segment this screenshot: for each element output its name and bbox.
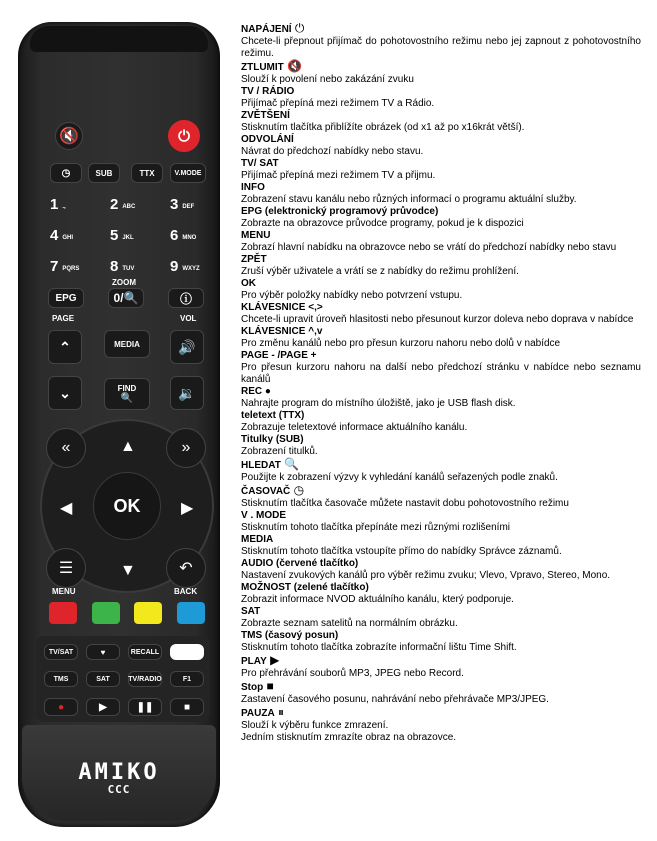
entry-icon: ▶ xyxy=(266,653,280,667)
num-9-button xyxy=(164,256,214,276)
num-5-digit: 5 xyxy=(110,226,119,244)
entry-title-text: AUDIO (červené tlačítko) xyxy=(241,558,359,569)
num-9-digit: 9 xyxy=(170,257,179,275)
num-1-letters: ., xyxy=(62,204,66,210)
entry-description: Slouží k povolení nebo zakázání zvuku xyxy=(241,74,414,85)
entry-title-text: TV/ SAT xyxy=(241,158,279,169)
entry-title xyxy=(241,278,641,290)
white-button xyxy=(170,644,204,660)
entry-title-text: TMS (časový posun) xyxy=(241,630,339,641)
entry-title xyxy=(241,206,641,218)
back-label: BACK xyxy=(174,587,198,596)
entry-title xyxy=(241,606,641,618)
play-icon: ▶ xyxy=(86,698,120,716)
entry-title-text: INFO xyxy=(241,182,265,193)
entry-title-text: HLEDAT xyxy=(241,460,281,471)
entry-description: Návrat do předchozí nabídky nebo stavu. xyxy=(241,146,424,157)
entry-description: Chcete-li upravit úroveň hlasitosti nebo přesunout kurzor doleva nebo doprava v nabídce xyxy=(241,314,634,325)
vmode-button: V.MODE xyxy=(170,163,206,183)
entry-description: Zobrazte na obrazovce průvodce programy, pokud je k dispozici xyxy=(241,218,524,229)
entry-title xyxy=(241,510,641,522)
entry-title-text: EPG (elektronický programový průvodce) xyxy=(241,206,439,217)
num-3-button xyxy=(164,194,214,214)
num-1-button xyxy=(44,194,94,214)
entry-title xyxy=(241,86,641,98)
entry-title xyxy=(241,350,641,362)
entry-description: Zobrazení titulků. xyxy=(241,446,318,457)
entry-title-text: KLÁVESNICE ^,v xyxy=(241,326,323,337)
entry-title xyxy=(241,484,641,498)
num-8-button xyxy=(104,256,154,276)
sat-button: SAT xyxy=(86,671,120,687)
arrow-right-icon: ▶ xyxy=(181,500,194,517)
page-down-icon: ⌄ xyxy=(48,376,82,410)
entry-description: Zobrazit informace NVOD aktuálního kanálu, který podporuje. xyxy=(241,594,514,605)
entry-title xyxy=(241,134,641,146)
num-2-digit: 2 xyxy=(110,195,119,213)
entry-title-text: Titulky (SUB) xyxy=(241,434,304,445)
entry-description: Zobrazí hlavní nabídku na obrazovce nebo se vrátí do předchozí nabídky nebo stavu xyxy=(241,242,617,253)
tms-button: TMS xyxy=(44,671,78,687)
heart-icon: ♥ xyxy=(86,644,120,660)
entry-title xyxy=(241,302,641,314)
entry-title-text: PLAY xyxy=(241,656,267,667)
zoom-icon: 🔍 xyxy=(123,291,139,305)
find-icon: 🔍 xyxy=(120,393,134,404)
entry-title-text: teletext (TTX) xyxy=(241,410,305,421)
entry-title-text: ZVĚTŠENÍ xyxy=(241,110,290,121)
find-button xyxy=(104,378,150,410)
tvsat-button: TV/SAT xyxy=(44,644,78,660)
f1-button: F1 xyxy=(170,671,204,687)
entry-title xyxy=(241,680,641,694)
num-0-label: 0/ xyxy=(113,291,124,305)
entry-title xyxy=(241,654,641,668)
entry-title xyxy=(241,410,641,422)
page-up-icon: ⌃ xyxy=(48,330,82,364)
entry-title xyxy=(241,630,641,642)
entry-description: Nahrajte program do místního úložiště, jako je USB flash disk. xyxy=(241,398,516,409)
back-icon: ↶ xyxy=(166,548,206,588)
fast-forward-icon: » xyxy=(166,428,206,468)
entry-title xyxy=(241,386,641,398)
entry-description: Stisknutím tlačítka časovače můžete nastavit dobu pohotovostního režimu xyxy=(241,498,569,509)
entry-description: Pro přehrávání souborů MP3, JPEG nebo Record. xyxy=(241,668,464,679)
entry-title-text: PAGE - /PAGE + xyxy=(241,350,317,361)
logo-line-1: AMIKO xyxy=(78,760,160,785)
entry-description: Zobrazte seznam satelitů na normálním obrázku. xyxy=(241,618,458,629)
pause-icon: ❚❚ xyxy=(128,698,162,716)
page-label: PAGE xyxy=(52,314,75,323)
logo-line-2: CCC xyxy=(107,783,131,796)
entry-description: Jedním stisknutím zmrazíte obraz na obrazovce. xyxy=(241,732,457,743)
entry-icon: 🔍 xyxy=(280,457,300,471)
red-button xyxy=(49,602,77,624)
entry-title-text: SAT xyxy=(241,606,261,617)
entry-title-text: KLÁVESNICE <,> xyxy=(241,302,323,313)
entry-title xyxy=(241,434,641,446)
entry-description: Nastavení zvukových kanálů pro výběr režimu zvuku; Vlevo, Vpravo, Stereo, Mono. xyxy=(241,570,611,581)
entry-description: Slouží k výběru funkce zmrazení. xyxy=(241,720,389,731)
num-5-letters: JKL xyxy=(122,235,134,241)
menu-label: MENU xyxy=(52,587,76,596)
num-8-digit: 8 xyxy=(110,257,119,275)
record-icon: ● xyxy=(44,698,78,716)
vol-up-icon: 🔊 xyxy=(170,330,204,364)
remote-control-image xyxy=(0,0,235,841)
entry-title-text: ODVOLÁNÍ xyxy=(241,134,294,145)
num-1-digit: 1 xyxy=(50,195,59,213)
num-7-letters: PQRS xyxy=(62,266,80,272)
entry-title xyxy=(241,534,641,546)
num-4-digit: 4 xyxy=(50,226,59,244)
entry-title xyxy=(241,582,641,594)
recall-button: RECALL xyxy=(128,644,162,660)
num-3-letters: DEF xyxy=(182,204,195,210)
arrow-down-icon: ▼ xyxy=(120,562,136,579)
entry-title xyxy=(241,182,641,194)
entry-title-text: TV / RÁDIO xyxy=(241,86,295,97)
blue-button xyxy=(177,602,205,624)
num-6-button xyxy=(164,225,214,245)
entry-description: Stisknutím tohoto tlačítka přepínáte mezi různými rozlišeními xyxy=(241,522,510,533)
entry-title xyxy=(241,558,641,570)
entry-title xyxy=(241,22,641,36)
arrow-up-icon: ▲ xyxy=(120,438,136,455)
entry-title xyxy=(241,60,641,74)
entry-icon: ■ xyxy=(263,679,274,693)
num-7-button xyxy=(44,256,94,276)
num-6-digit: 6 xyxy=(170,226,179,244)
entry-description: Stisknutím tohoto tlačítka vstoupíte přímo do nabídky Správce záznamů. xyxy=(241,546,562,557)
entry-title-text: ZPĚT xyxy=(241,254,267,265)
entry-description: Zobrazení stavu kanálu nebo různých informací o programu aktuální služby. xyxy=(241,194,577,205)
green-button xyxy=(92,602,120,624)
ok-button: OK xyxy=(93,472,161,540)
num-2-letters: ABC xyxy=(122,204,136,210)
num-5-button xyxy=(104,225,154,245)
yellow-button xyxy=(134,602,162,624)
brand-logo xyxy=(62,760,176,796)
entry-title xyxy=(241,254,641,266)
entry-description: Zobrazuje teletextové informace aktuálního kanálu. xyxy=(241,422,468,433)
entry-description: Chcete-li přepnout přijímač do pohotovostního režimu nebo jej zapnout z pohotovostního režimu. xyxy=(241,36,641,59)
entry-title-text: MEDIA xyxy=(241,534,274,545)
vol-down-icon: 🔉 xyxy=(170,376,204,410)
entry-title-text: V . MODE xyxy=(241,510,287,521)
entry-title-text: PAUZA xyxy=(241,708,275,719)
entry-icon: ⏻ xyxy=(291,21,305,35)
entry-title-text: NAPÁJENÍ xyxy=(241,24,292,35)
remote-top-cap xyxy=(30,26,208,52)
num-0-zoom-button xyxy=(108,288,144,308)
vol-label: VOL xyxy=(180,314,197,323)
num-4-button xyxy=(44,225,94,245)
mute-icon: 🔇 xyxy=(55,122,83,150)
entry-title-text: ZTLUMIT xyxy=(241,62,284,73)
num-9-letters: WXYZ xyxy=(182,266,200,272)
entry-icon: 🔇 xyxy=(283,59,303,73)
entry-description: Stisknutím tlačítka přiblížíte obrázek (od x1 až po x16krát větší). xyxy=(241,122,525,133)
entry-title-text: ČASOVAČ xyxy=(241,486,291,497)
entry-title-text: Stop xyxy=(241,682,264,693)
stop-icon: ■ xyxy=(170,698,204,716)
num-2-button xyxy=(104,194,154,214)
ttx-button: TTX xyxy=(131,163,163,183)
entry-description: Zruší výběr uživatele a vrátí se z nabídky do režimu prohlížení. xyxy=(241,266,519,277)
entry-title-text: OK xyxy=(241,278,256,289)
button-descriptions xyxy=(241,22,641,744)
entry-description: Pro změnu kanálů nebo pro přesun kurzoru nahoru nebo dolů v nabídce xyxy=(241,338,561,349)
entry-title xyxy=(241,706,641,720)
entry-description: Přijímač přepíná mezi režimem TV a přijmu. xyxy=(241,170,436,181)
entry-title-text: MOŽNOST (zelené tlačítko) xyxy=(241,582,369,593)
entry-title xyxy=(241,110,641,122)
media-button: MEDIA xyxy=(104,330,150,358)
num-4-letters: GHI xyxy=(62,235,74,241)
tvradio-button: TV/RADIO xyxy=(128,671,162,687)
epg-button: EPG xyxy=(48,288,84,308)
entry-icon: ⏸ xyxy=(274,705,285,719)
entry-description: Pro přesun kurzoru nahoru na další nebo předchozí stránku v nabídce nebo seznamu kanálů xyxy=(241,362,641,385)
num-8-letters: TUV xyxy=(122,266,135,272)
entry-title xyxy=(241,458,641,472)
entry-icon: ◷ xyxy=(290,483,305,497)
timer-icon: ◷ xyxy=(50,163,82,183)
entry-description: Použijte k zobrazení výzvy k vyhledání kanálů seřazených podle znaků. xyxy=(241,472,558,483)
entry-title xyxy=(241,230,641,242)
zoom-label: ZOOM xyxy=(112,278,136,287)
entry-description: Pro výběr položky nabídky nebo potvrzení vstupu. xyxy=(241,290,463,301)
entry-title-text: MENU xyxy=(241,230,271,241)
entry-description: Stisknutím tohoto tlačítka zobrazíte informační lištu Time Shift. xyxy=(241,642,517,653)
info-icon: ⓘ xyxy=(168,288,204,308)
rewind-icon: « xyxy=(46,428,86,468)
find-label: FIND xyxy=(117,384,137,393)
sub-button: SUB xyxy=(88,163,120,183)
num-3-digit: 3 xyxy=(170,195,179,213)
entry-description: Přijímač přepíná mezi režimem TV a Rádio. xyxy=(241,98,435,109)
entry-title-text: REC ● xyxy=(241,386,271,397)
menu-icon: ☰ xyxy=(46,548,86,588)
entry-title xyxy=(241,326,641,338)
power-icon: ⏻ xyxy=(168,120,200,152)
num-7-digit: 7 xyxy=(50,257,59,275)
arrow-left-icon: ◀ xyxy=(60,500,73,517)
entry-description: Zastavení časového posunu, nahrávání nebo přehrávače MP3/JPEG. xyxy=(241,694,549,705)
entry-title xyxy=(241,158,641,170)
num-6-letters: MNO xyxy=(182,235,197,241)
